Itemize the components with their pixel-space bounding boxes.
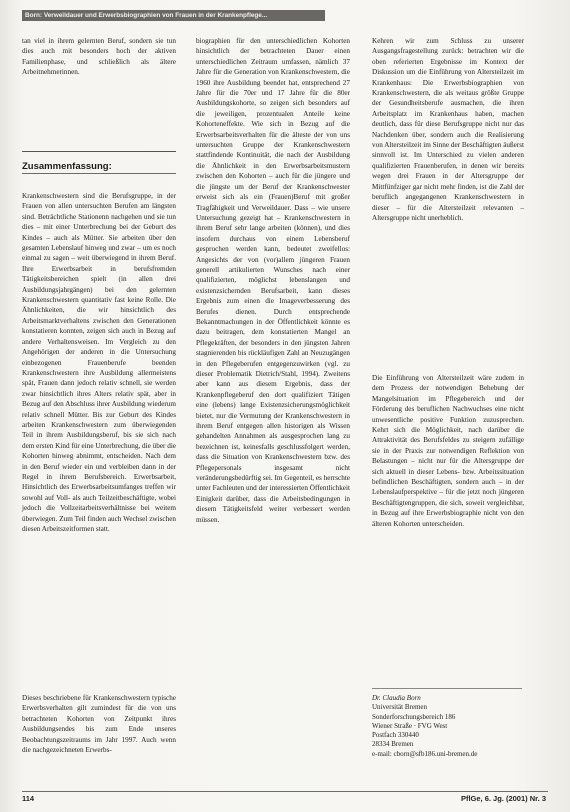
author-department: Sonderforschungsbereich 186 — [372, 712, 456, 721]
column-3-paragraph-b: Die Einführung von Altersteilzeit wäre zudem in dem Prozess der notwendigen Behebung der Mangelsituation im Pflegebereich und der Förderung des beruflichen Nachwuchses eine nicht unwesentliche positive Funktion zuzusprechen. Kehrt sich die Möglichkeit, nach darüber die Attraktivität des Berufsfeldes zu steigern zufällige sie in der Praxis zur notwendigen Reflektion von Belastungen – nicht nur für die Altersgruppe der sich aktuell in dieser Lebens- bzw. Arbeitssituation befindlichen Beschäftigten, sondern auch – in der Lebenslaufperspektive – für die jetzt noch jüngeren Beschäftigtengruppen, die sich, soweit vergleichbar, in Bezug auf ihre Erwerbsbiographie nicht von den älteren Kohorten unterscheiden. — [372, 374, 524, 528]
heading-rule-bottom — [22, 173, 176, 174]
column-1-intro — [22, 36, 176, 78]
column-2-paragraph: biographien für den unterschiedlichen Kohorten hinsichtlich der betrachteten Dauer einen unterschiedlichen Zeitraum umfassen, nämlich 37 Jahre für die Generation von Krankenschwestern, die 1960 ihre Ausbildung beendet hat, entsprechend 27 Jahre für die 70er und 17 Jahre für die 80er Ausbildungskohorte, so zeigen sich besonders auf die jeweiligen, prozentualen Anteile keine Kohorteneffekte. Wie sich in Bezug auf die Erwerbsarbeitsverhalten für die älteste der von uns untersuchten Gruppe der Krankenschwestern stattfindende Kontinuität, die nach der Ausbildung die Ähnlichkeit in den Erwerbsarbeitsmustern zwischen den Kohorten – auch für die jüngere und die jüngste um der Beruf der Krankenschwester erweist sich als ein (Frauen)Beruf mit großer Tragfähigkeit und Verweildauer. Dass – wie unsere Untersuchung gezeigt hat – Krankenschwestern in ihrem Beruf sehr lange arbeiten (können), und dies insofern durchaus von einem Lebensberuf gesprochen werden kann, bedeutet zweifellos: Angesichts der von (vor)allem jüngeren Frauen generell artikulierten Wunsches nach einer qualifizierten, möglichst lebenslangen und existenzsichernden Berufsarbeit, kann dieses Ergebnis zum einen die Imageverbesserung des Berufes dienen. Durch entsprechende Bekanntmachungen in der Öffentlichkeit könnte es dazu beitragen, dem konstatierten Mangel an Pflegekräften, der besonders in den jüngsten Jahren stagnierenden bis rückläufigen Zahl an Neuzugängen in den Pflegeberufen entgegenzuwirken (vgl. zu dieser Problematik Dietrich/Stahl, 1994). Zweitens aber kann aus diesem Ergebnis, dass der Krankenpflegeberuf den dort qualifiziert Tätigen eine (lebens) lange Existenzsicherungsmöglichkeit bietet, nur die Vermutung der Krankenschwestern in ihrem Beruf entgegen allen historigen als Wissen gehandelten Annahmen als ausgesprochen lang zu bezeichnen ist, keinesfalls geschlussfolgert werden, dass die Situation von Krankenschwestern bzw. des Pflegepersonals insgesamt nicht veränderungsbedürftig sei. Im Gegenteil, es herrschte unter Fachleuten und der interessierten Öffentlichkeit Einigkeit darüber, dass die Arbeitsbedingungen in diesem Tätigkeitsfeld weiter verbessert werden müssen. — [196, 37, 350, 524]
author-po-box: Postfach 330440 — [372, 731, 419, 740]
closing-paragraph: Dieses beschriebene für Krankenschwestern typische Erwerbsverhalten gilt zumindest für die von uns betrachteten Kohorten von Zeitpunkt ihres Ausbildungsendes bis zum Ende unseres Beobachtungszeitraums im Jahr 1997. Auch wenn die nachgezeichneten Erwerbs- — [22, 694, 176, 755]
author-name: Dr. Claudia Born — [372, 694, 421, 702]
author-address — [372, 694, 524, 759]
running-header: Born: Verweildauer und Erwerbsbiographien von Frauen in der Krankenpflege... — [22, 10, 325, 21]
author-city: 28334 Bremen — [372, 740, 414, 749]
author-institution: Universität Bremen — [372, 703, 428, 712]
journal-citation: PflGe, 6. Jg. (2001) Nr. 3 — [460, 794, 546, 803]
author-email[interactable]: e-mail: cborn@sfb186.uni-bremen.de — [372, 749, 478, 758]
heading-rule-top — [22, 151, 176, 152]
intro-paragraph: tan viel in ihrem gelernten Beruf, sondern sie tun dies auch mit besonders hoch der aktiven Familienphase, und schließlich als ältere Arbeitnehmerinnen. — [22, 37, 176, 77]
summary-heading: Zusammenfassung: — [22, 161, 112, 172]
page-number: 114 — [22, 794, 35, 803]
author-street: Wiener Straße · FVG West — [372, 721, 448, 730]
signature-rule — [372, 688, 522, 689]
column-1-closing — [22, 693, 176, 755]
column-3-paragraph-a: Kehren wir zum Schluss zu unserer Ausgangsfragestellung zurück: betrachten wir die oben referierten Ergebnisse im Kontext der Diskussion um die Einführung von Altersteilzeit im Krankenhaus: Die Erwerbsbiographien von Krankenschwestern, die als weitaus größte Gruppe der Gesundheitsberufe ausmachen, die ihren Arbeitsplatz im Krankenhaus haben, machen deutlich, dass für diese Berufsgruppe nicht nur das Nachdenken über, sondern auch die Realisierung von Altersteilzeit im Sinne der Beschäftigten äußerst sinnvoll ist. Im Unterschied zu vielen anderen qualifizierten Frauenberufen, in denen wir bereits wegen drei Frauen in der Altersgruppe der Mittfünfziger gar nicht mehr finden, ist die Zahl der beruflich angegangenen Krankenschwestern in dieser – für die Altersteilzeit relevanten – Altersgruppe nicht unerheblich. — [372, 37, 524, 222]
column-3-part-b — [372, 373, 524, 529]
column-2 — [196, 36, 350, 525]
footer-rule — [22, 791, 548, 792]
column-1-body — [22, 191, 176, 534]
column-3-part-a — [372, 36, 524, 223]
summary-paragraph: Krankenschwestern sind die Berufsgruppe, in der Frauen von allen untersuchten Berufen am längsten sind. Beträchtliche Stationenn nachgehen und sie tun dies – mit einer Unterbrechung bei der Geburt des Kindes – auch als Mütter. Sie arbeiten über den gesamten Lebenslauf hinweg und zwar – um es noch einmal zu sagen – weit überwiegend in ihrem Beruf. Ihre Erwerbsarbeit in berufsfremden Tätigkeitsbereichen spielt (in allen drei Ausbildungsjahrgängen) bei den gelernten Krankenschwestern quantitativ fast keine Rolle. Die Ähnlichkeiten, die wir hinsichtlich des Arbeitsmarktverhaltens zwischen den Generationen konstatieren konnten, zeigen sich auch in Bezug auf andere Verhaltensweisen. Im Vergleich zu den Angehörigen der anderen in die Untersuchung einbezogenen Frauenberufe beenden Krankenschwestern ihre Ausbildung allermeistens spät, Frauen dann jedoch relativ schnell, sie werden zwar hinsichtlich ihres Alters relativ spät, aber in Bezug auf den Abschluss ihrer Ausbildung wiederum relativ schnell Mütter. Bis zur Geburt des Kindes arbeiten Krankenschwestern zum überwiegenden Teil in ihrem Ausbildungsberuf, bis sie sich nach dem ersten Kind für eine Unterbrechung, die über die Kohorten hinweg abnimmt, entscheiden. Nach dem in den Beruf wieder ein und verbleiben dann in der Regel in ihrem Berufsbereich. Erwerbsarbeit, Hinsichtlich des Erwerbsarbeitsumfanges treffen wir sowohl auf Voll- als auch Teilzeitbeschäftigte, wobei jedoch die Vollzeitarbeitsverhältnisse bei weitem überwiegen. Zum Teil finden auch Wechsel zwischen diesen Arbeitszeitformen statt. — [22, 192, 176, 533]
